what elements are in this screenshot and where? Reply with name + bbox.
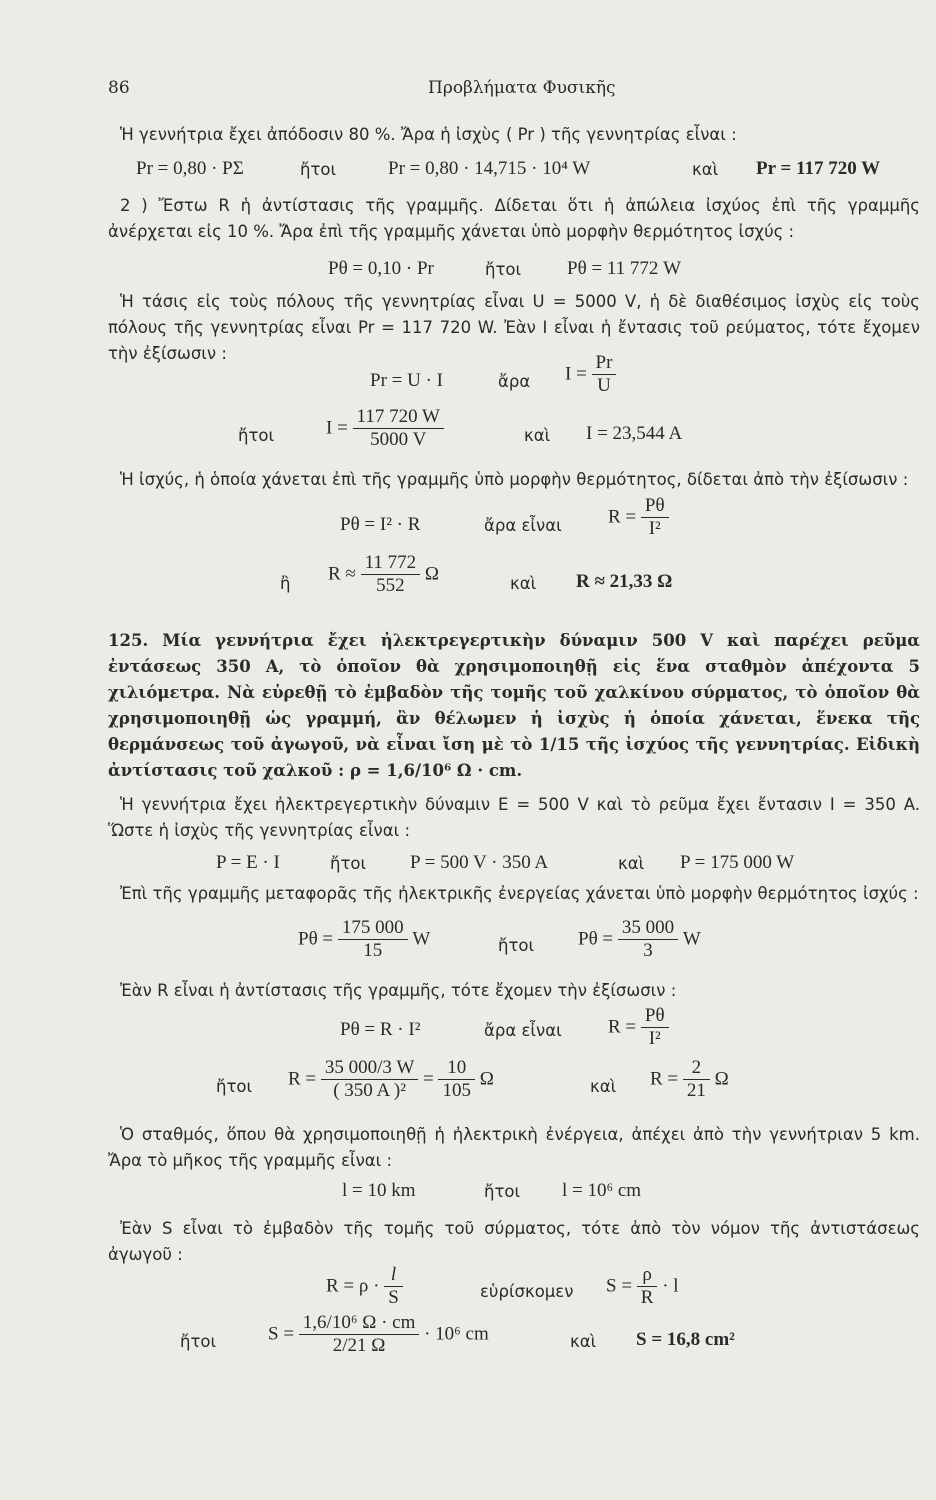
unit: W: [412, 928, 431, 950]
numerator: 117 720 W: [353, 406, 444, 429]
eq-label: R =: [608, 506, 637, 528]
paragraph-voltage: Ἡ τάσις εἰς τοὺς πόλους τῆς γεννητρίας εἶναι U = 5000 V, ἡ δὲ διαθέσιμος ἰσχὺς εἰς τοὺς πόλους τῆς γεννητρίας εἶναι Pr = 117 720 W. Ἐὰν I εἶναι ἡ ἔντασις τοῦ ρεύματος, τότε ἔχομεν τὴν ἐξίσωσιν :: [108, 292, 920, 363]
eq-label: R = ρ ·: [326, 1275, 380, 1297]
eq-label: S =: [268, 1323, 295, 1345]
word: ἤτοι: [300, 160, 337, 179]
denominator: 2/21 Ω: [332, 1335, 386, 1356]
fraction: [683, 1057, 710, 1102]
unit: Ω: [714, 1068, 729, 1090]
fraction: [438, 1057, 475, 1102]
result-s: S = 16,8 cm²: [636, 1329, 735, 1350]
eq-label: R =: [650, 1068, 679, 1090]
eq-label: S =: [606, 1275, 633, 1297]
equation-p-numeric: P = 500 V · 350 A: [410, 852, 549, 873]
fraction: [592, 352, 617, 397]
fraction: [641, 495, 669, 540]
equation-r-formula: [608, 1005, 669, 1050]
equation-length-cm: l = 10⁶ cm: [562, 1180, 642, 1201]
equation-r: [608, 495, 669, 540]
result-i: I = 23,544 A: [586, 423, 683, 444]
problem-125: 125. Μία γεννήτρια ἔχει ἠλεκτρεγερτικὴν δύναμιν 500 V καὶ παρέχει ρεῦμα ἐντάσεως 350 A, τὸ ὁποῖον θὰ χρησιμοποιηθῇ εἰς ἕνα σταθμὸν ἀπέχοντα 5 χιλιόμετρα. Νὰ εὑρεθῇ τὸ ἐμβαδὸν τῆς τομῆς τοῦ χαλκίνου σύρματος, τὸ ὁποῖον θὰ χρησιμοποιηθῇ ὡς γραμμή, ἂν θέλωμεν ἡ ἰσχὺς ἡ ὁποία χάνεται, ἕνεκα τῆς θερμάνσεως τοῦ ἀγωγοῦ, νὰ εἶναι ἴση μὲ τὸ 1/15 τῆς ἰσχύος τῆς γεννητρίας. Εἰδικὴ ἀντίστασις τοῦ χαλκοῦ : ρ = 1,6/10⁶ Ω · cm.: [108, 631, 920, 780]
eq-label: Pθ =: [578, 928, 614, 950]
equation-pui: Pr = U · I: [370, 370, 443, 391]
word: ἤτοι: [216, 1077, 253, 1096]
word: καὶ: [618, 854, 645, 873]
paragraph-resistance: 2 ) Ἔστω R ἡ ἀντίστασις τῆς γραμμῆς. Δίδεται ὅτι ἡ ἀπώλεια ἰσχύος ἐπὶ τῆς γραμμῆς ἀνέρχεται εἰς 10 %. Ἄρα ἐπὶ τῆς γραμμῆς χάνεται ὑπὸ μορφὴν θερμότητος ἰσχύς :: [108, 196, 920, 241]
eq-label: R =: [288, 1068, 317, 1090]
denominator: S: [388, 1287, 399, 1308]
fraction: [338, 917, 408, 962]
word: καὶ: [590, 1077, 617, 1096]
equation-resistance-law: [326, 1264, 403, 1309]
fraction: [618, 917, 678, 962]
numerator: Pθ: [641, 1005, 669, 1028]
result-r: R ≈ 21,33 Ω: [576, 571, 673, 592]
equation-ptheta-ri: Pθ = R · I²: [340, 1019, 421, 1040]
denominator: U: [597, 375, 611, 396]
word: ἤτοι: [498, 936, 535, 955]
word: ἄρα: [498, 372, 531, 391]
fraction: [353, 406, 444, 451]
equation-s-formula: [606, 1264, 679, 1309]
numerator: Pr: [592, 352, 617, 375]
fraction: [384, 1264, 403, 1309]
eq-label: I =: [326, 417, 348, 439]
word: ἤτοι: [330, 854, 367, 873]
equation-s-computed: [268, 1312, 489, 1357]
fraction: [361, 552, 421, 597]
numerator: 35 000/3 W: [321, 1057, 418, 1080]
running-title: Προβλήματα Φυσικῆς: [428, 78, 616, 98]
numerator: 1,6/10⁶ Ω · cm: [299, 1312, 420, 1335]
equation-ptheta-simplified: [578, 917, 701, 962]
equation-r-numeric: [328, 552, 439, 597]
result-pr: Pr = 117 720 W: [756, 158, 881, 179]
denominator: 15: [363, 940, 383, 961]
word: καὶ: [692, 160, 719, 179]
eq-tail: · 10⁶ cm: [424, 1323, 489, 1345]
equation-i: [565, 352, 616, 397]
unit: Ω: [424, 563, 440, 585]
numerator: l: [384, 1264, 403, 1287]
paragraph-heat: Ἡ ἰσχύς, ἡ ὁποία χάνεται ἐπὶ τῆς γραμμῆς ὑπὸ μορφὴν θερμότητος, δίδεται ἀπὸ τὴν ἐξίσωσιν :: [120, 470, 909, 489]
paragraph-resistance-eq: Ἐὰν R εἶναι ἡ ἀντίστασις τῆς γραμμῆς, τότε ἔχομεν τὴν ἐξίσωσιν :: [120, 981, 677, 1000]
result-r-fraction: [650, 1057, 729, 1102]
text-line: Ἡ γεννήτρια ἔχει ἀπόδοσιν 80 %. Ἄρα ἡ ἰσχὺς ( Pr ) τῆς γεννητρίας εἶναι :: [120, 125, 737, 144]
eq-label: R =: [608, 1016, 637, 1038]
fraction: [641, 1005, 669, 1050]
word: καὶ: [510, 574, 537, 593]
equation-pr: Pr = 0,80 · 14,715 · 10⁴ W: [388, 158, 591, 179]
word: ἢ: [280, 574, 291, 593]
numerator: 11 772: [361, 552, 421, 575]
denominator: 3: [643, 940, 653, 961]
equation-length: l = 10 km: [342, 1180, 416, 1201]
equation-p: P = E · I: [216, 852, 280, 873]
equation-i-numeric: [326, 406, 444, 451]
denominator: 5000 V: [370, 429, 427, 450]
word: εὑρίσκομεν: [480, 1282, 574, 1301]
word: ἄρα εἶναι: [484, 516, 562, 535]
equation-heat: Pθ = I² · R: [340, 514, 421, 535]
denominator: 21: [686, 1080, 706, 1101]
equation-loss: Pθ = 0,10 · Pr: [328, 258, 434, 279]
paragraph-transfer: Ἐπὶ τῆς γραμμῆς μεταφορᾶς τῆς ἠλεκτρικῆς ἐνεργείας χάνεται ὑπὸ μορφὴν θερμότητος ἰσχύς :: [120, 884, 919, 903]
equals: =: [423, 1068, 434, 1090]
denominator: 105: [442, 1080, 471, 1101]
numerator: ρ: [637, 1264, 658, 1287]
denominator: I²: [648, 1028, 661, 1049]
fraction: [321, 1057, 418, 1102]
denominator: 552: [376, 575, 405, 596]
eq-label: Pθ =: [298, 928, 334, 950]
paragraph-area: Ἐὰν S εἶναι τὸ ἐμβαδὸν τῆς τομῆς τοῦ σύρματος, τότε ἀπὸ τὸν νόμον τῆς ἀντιστάσεως ἀγωγοῦ :: [108, 1219, 920, 1264]
word: ἤτοι: [180, 1332, 217, 1351]
equation-r-computed: [288, 1057, 494, 1102]
equation-loss-value: Pθ = 11 772 W: [567, 258, 682, 279]
denominator: R: [640, 1287, 654, 1308]
numerator: 2: [683, 1057, 710, 1080]
paragraph-station: Ὁ σταθμός, ὅπου θὰ χρησιμοποιηθῇ ἡ ἠλεκτρικὴ ἐνέργεια, ἀπέχει ἀπὸ τὴν γεννήτριαν 5 km. Ἄρα τὸ μῆκος τῆς γραμμῆς εἶναι :: [108, 1125, 920, 1170]
result-p: P = 175 000 W: [680, 852, 795, 873]
paragraph-emf: Ἡ γεννήτρια ἔχει ἠλεκτρεγερτικὴν δύναμιν E = 500 V καὶ τὸ ρεῦμα ἔχει ἔντασιν I = 350 A. Ὥστε ἡ ἰσχὺς τῆς γεννητρίας εἶναι :: [108, 795, 920, 840]
page-number: 86: [108, 78, 130, 98]
word: ἄρα εἶναι: [484, 1021, 562, 1040]
word: καὶ: [570, 1332, 597, 1351]
equation-ps: Pr = 0,80 · PΣ: [136, 158, 244, 179]
word: ἤτοι: [485, 260, 522, 279]
denominator: I²: [648, 518, 661, 539]
numerator: 35 000: [618, 917, 678, 940]
eq-tail: · l: [662, 1275, 679, 1297]
numerator: Pθ: [641, 495, 669, 518]
word: καὶ: [524, 426, 551, 445]
eq-label: I =: [565, 363, 587, 385]
fraction: [299, 1312, 420, 1357]
numerator: 10: [438, 1057, 475, 1080]
denominator: ( 350 A )²: [333, 1080, 406, 1101]
fraction: [637, 1264, 658, 1309]
unit: Ω: [479, 1068, 494, 1090]
word: ἤτοι: [238, 426, 275, 445]
unit: W: [682, 928, 701, 950]
word: ἤτοι: [484, 1182, 521, 1201]
numerator: 175 000: [338, 917, 408, 940]
equation-ptheta: [298, 917, 430, 962]
eq-label: R ≈: [328, 563, 356, 585]
